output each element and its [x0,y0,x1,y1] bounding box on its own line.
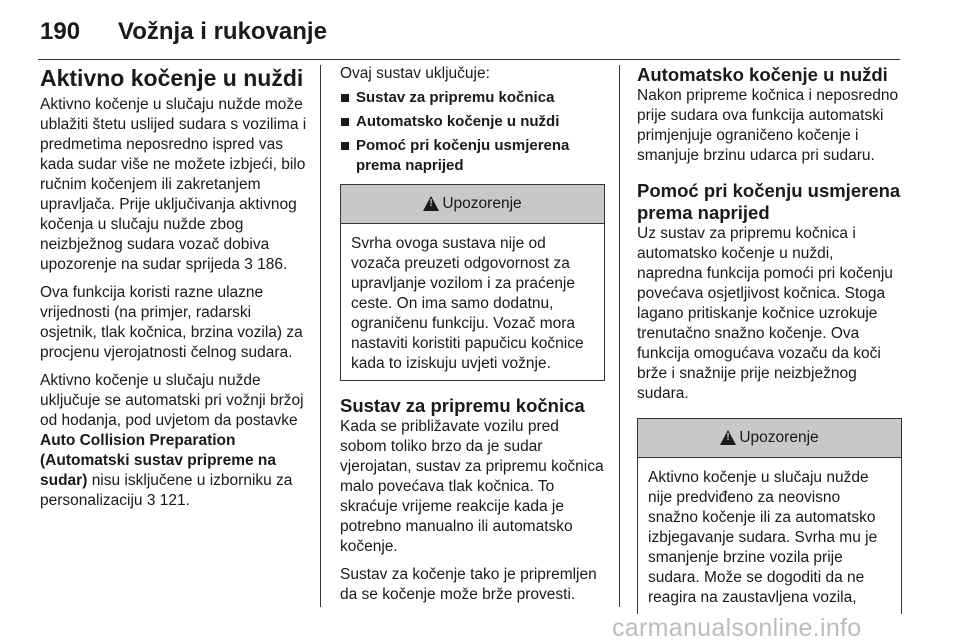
warning-box [637,418,902,614]
section-heading-automatic-braking: Automatsko kočenje u nuždi [637,64,888,85]
page-reference-link[interactable]: 3 186. [244,256,288,273]
warning-triangle-icon: ! [423,196,439,211]
list-item [340,112,605,132]
list-item-label: Sustav za pripremu kočnica [356,89,555,106]
list-item-label: Pomoć pri kočenju usmjerena prema naprijed [356,137,570,174]
warning-box [340,184,605,381]
warning-text: Aktivno kočenje u slučaju nužde nije predviđeno za neovisno snažno kočenje ili za automatsko izbjegavanje sudara. Svrha mu je smanjenje brzine vozila prije sudara. Može se dogoditi da ne reagira na zaustavljena vozila, [648,469,878,606]
bullet-square-icon [341,142,349,150]
paragraph-text: Aktivno kočenje u slučaju nužde može ublažiti štetu uslijed sudara s vozilima i predmetima neposredno ispred vas kada sudar više ne možete izbjeći, bilo ručnim kočenjem ili zakretanjem upravljača. Prije uključivanja aktivnog kočenja u slučaju nužde zbog neizbježnog sudara vozač dobiva upozorenje na sudar sprijeda [40,96,307,273]
paragraph: Nakon pripreme kočnica i neposredno prije sudara ova funkcija automatski primjenjuje ograničeno kočenje i smanjuje brzinu udarca pri sudaru. [637,87,899,164]
warning-title: Upozorenje [739,429,819,446]
paragraph: Kada se približavate vozilu pred sobom toliko brzo da je sudar vjerojatan, sustav za pripremu kočnica malo povećava tlak kočnica. To skraćuje vrijeme reakcije kada je potrebno manualno ili automatsko kočenje. [340,418,604,555]
bullet-square-icon [341,94,349,102]
page-title: Vožnja i rukovanje [118,18,327,45]
column-1 [40,64,312,519]
list-item [340,136,605,176]
setting-name: Auto Collision Preparation (Automatski sustav pripreme na sudar) [40,432,277,489]
column-2 [340,64,605,613]
warning-header [341,185,604,224]
feature-list [340,88,605,176]
section-heading-brake-preparation: Sustav za pripremu kočnica [340,395,585,416]
page-number: 190 [40,18,81,45]
page-header [0,0,960,62]
page-reference-link[interactable]: 3 121. [146,492,190,509]
section-heading-brake-assist: Pomoć pri kočenju usmjerena prema naprijed [637,180,901,223]
paragraph: Ova funkcija koristi razne ulazne vrijednosti (na primjer, radarski osjetnik, tlak kočnica, brzina vozila) za procjenu vjerojatnosti čelnog sudara. [40,284,303,361]
warning-header [638,419,901,458]
warning-text: Svrha ovoga sustava nije od vozača preuzeti odgovornost za upravljanje vozilom i za praćenje ceste. On ima samo dodatnu, ograničenu funkciju. Vozač mora nastaviti koristiti papučicu kočnice kada to iziskuju uvjeti vožnje. [351,235,584,372]
warning-triangle-icon: ! [720,430,736,445]
paragraph [40,371,312,511]
watermark: carmanualsonline.info [612,614,862,642]
paragraph-text: nisu isključene u izborniku za personalizaciju [40,472,293,509]
paragraph: Uz sustav za pripremu kočnica i automatsko kočenje u nuždi, napredna funkcija pomoći pri kočenju povećava osjetljivost kočnica. Stoga lagano pritiskanje kočnice uzrokuje trenutačno snažno kočenje. Ova funkcija omogućava vozaču da koči brže i snažnije prije neizbježnog sudara. [637,225,893,402]
list-item [340,88,605,108]
column-divider-2 [619,65,620,607]
list-item-label: Automatsko kočenje u nuždi [356,113,560,130]
header-divider [38,59,900,60]
bullet-square-icon [341,118,349,126]
paragraph-text: Aktivno kočenje u slučaju nužde uključuje se automatski pri vožnji bržoj od hodanja, pod uvjetom da postavke [40,372,304,429]
column-3 [637,64,902,628]
column-divider-1 [320,65,321,607]
intro-text: Ovaj sustav uključuje: [340,65,490,82]
paragraph: Sustav za kočenje tako je pripremljen da se kočenje može brže provesti. [340,566,597,603]
section-heading-active-braking: Aktivno kočenje u nuždi [40,65,304,91]
paragraph [40,95,312,275]
warning-title: Upozorenje [442,195,522,212]
